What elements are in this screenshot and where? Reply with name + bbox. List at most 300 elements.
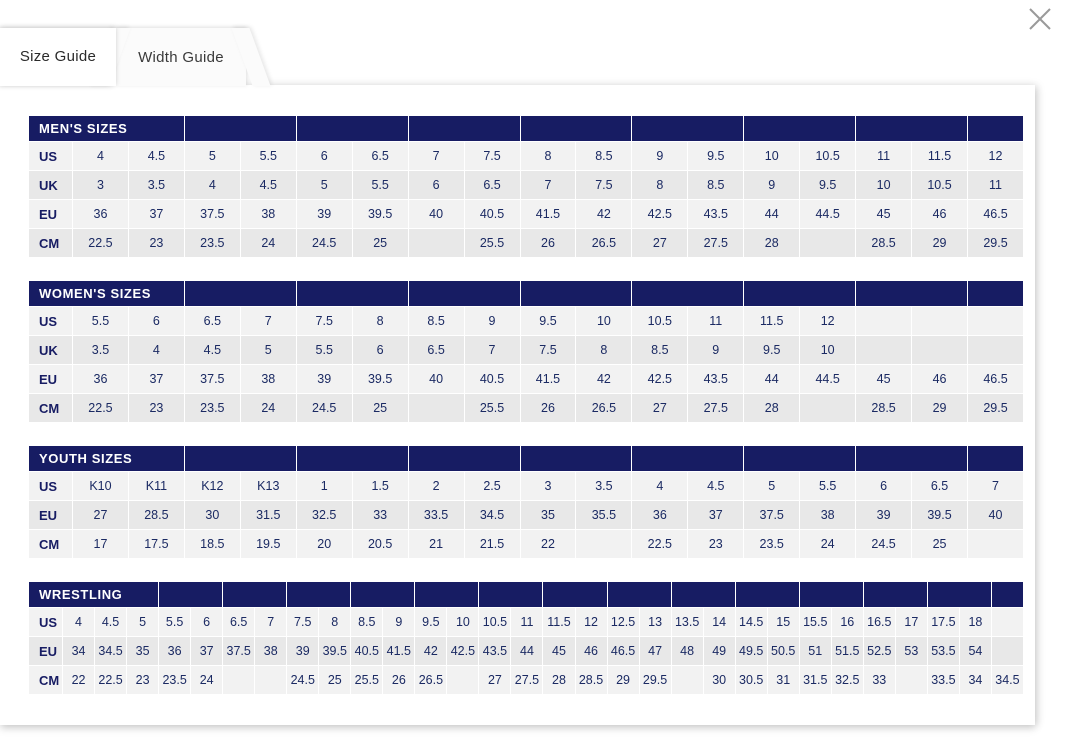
size-cell: 37.5: [184, 365, 240, 394]
size-cell: [223, 666, 255, 695]
size-tables: [28, 115, 1020, 695]
size-cell: 37.5: [223, 637, 255, 666]
table-header-cell: [184, 281, 296, 307]
size-cell: [576, 530, 632, 559]
size-cell: 31.5: [799, 666, 831, 695]
size-cell: 10.5: [479, 608, 511, 637]
size-cell: 27: [73, 501, 129, 530]
table-header-cell: [968, 281, 1024, 307]
size-cell: 24: [240, 229, 296, 258]
table-header-cell: [856, 116, 968, 142]
size-cell: 11: [856, 142, 912, 171]
table-header-cell: [296, 281, 408, 307]
size-cell: 13.5: [671, 608, 703, 637]
table-title: WRESTLING: [29, 582, 159, 608]
size-cell: 10: [856, 171, 912, 200]
size-cell: 21.5: [464, 530, 520, 559]
size-cell: [800, 229, 856, 258]
tab-size-guide-label: Size Guide: [19, 48, 97, 65]
size-cell: 3.5: [576, 472, 632, 501]
table-header-cell: [287, 582, 351, 608]
size-cell: 28: [744, 394, 800, 423]
size-cell: 5.5: [73, 307, 129, 336]
size-cell: 8.5: [408, 307, 464, 336]
size-cell: 43.5: [688, 200, 744, 229]
size-cell: 32.5: [296, 501, 352, 530]
size-cell: 9.5: [520, 307, 576, 336]
size-cell: 47: [639, 637, 671, 666]
size-cell: 10: [800, 336, 856, 365]
row-label: US: [29, 307, 73, 336]
size-cell: 40.5: [351, 637, 383, 666]
table-header-cell: [856, 281, 968, 307]
size-cell: 30.5: [735, 666, 767, 695]
size-cell: [800, 394, 856, 423]
size-cell: 6.5: [912, 472, 968, 501]
size-cell: 4: [632, 472, 688, 501]
size-cell: 9: [688, 336, 744, 365]
size-cell: 25: [352, 229, 408, 258]
size-cell: [968, 336, 1024, 365]
table-header-row: [29, 446, 1024, 472]
size-cell: 23: [128, 394, 184, 423]
row-label: CM: [29, 530, 73, 559]
size-cell: 32.5: [831, 666, 863, 695]
row-label: US: [29, 142, 73, 171]
table-header-cell: [296, 116, 408, 142]
size-cell: 38: [240, 200, 296, 229]
size-cell: 7: [464, 336, 520, 365]
size-cell: 25: [352, 394, 408, 423]
size-cell: 36: [632, 501, 688, 530]
size-cell: 11.5: [744, 307, 800, 336]
size-cell: 7.5: [287, 608, 319, 637]
size-cell: 39: [287, 637, 319, 666]
row-label: EU: [29, 200, 73, 229]
size-cell: 28.5: [128, 501, 184, 530]
size-cell: 45: [856, 200, 912, 229]
size-cell: K10: [73, 472, 129, 501]
size-cell: 22.5: [73, 229, 129, 258]
size-cell: 22: [63, 666, 95, 695]
size-cell: 42: [576, 200, 632, 229]
size-cell: 7.5: [576, 171, 632, 200]
size-cell: 5.5: [800, 472, 856, 501]
size-cell: 23.5: [159, 666, 191, 695]
size-cell: K13: [240, 472, 296, 501]
row-label: US: [29, 472, 73, 501]
size-cell: 1.5: [352, 472, 408, 501]
size-cell: 1: [296, 472, 352, 501]
size-cell: 9.5: [800, 171, 856, 200]
size-cell: 6: [856, 472, 912, 501]
size-cell: 3.5: [128, 171, 184, 200]
size-cell: 33: [352, 501, 408, 530]
row-label: UK: [29, 171, 73, 200]
size-cell: 30: [703, 666, 735, 695]
size-cell: 26: [383, 666, 415, 695]
size-cell: 28: [543, 666, 575, 695]
table-row: [29, 666, 1024, 695]
size-cell: 20.5: [352, 530, 408, 559]
size-cell: 5: [184, 142, 240, 171]
size-cell: 46.5: [607, 637, 639, 666]
size-cell: 40.5: [464, 365, 520, 394]
size-cell: 49.5: [735, 637, 767, 666]
size-cell: 2.5: [464, 472, 520, 501]
size-cell: 28.5: [856, 394, 912, 423]
size-cell: 8: [576, 336, 632, 365]
table-header-cell: [744, 116, 856, 142]
size-cell: 34: [959, 666, 991, 695]
table-header-cell: [520, 116, 632, 142]
size-table: [28, 581, 1024, 695]
size-cell: 37: [128, 200, 184, 229]
table-header-cell: [671, 582, 735, 608]
size-cell: 19.5: [240, 530, 296, 559]
size-cell: [856, 336, 912, 365]
size-cell: 15.5: [799, 608, 831, 637]
size-cell: 15: [767, 608, 799, 637]
size-cell: 8: [632, 171, 688, 200]
table-title: YOUTH SIZES: [29, 446, 185, 472]
size-cell: 38: [240, 365, 296, 394]
size-guide-panel: [0, 85, 1035, 725]
size-cell: 17: [895, 608, 927, 637]
size-cell: 44.5: [800, 365, 856, 394]
size-cell: 17.5: [927, 608, 959, 637]
size-cell: 42.5: [447, 637, 479, 666]
table-header-cell: [856, 446, 968, 472]
size-cell: 11: [511, 608, 543, 637]
size-cell: [968, 307, 1024, 336]
table-row: [29, 530, 1024, 559]
table-header-cell: [607, 582, 671, 608]
size-cell: 2: [408, 472, 464, 501]
table-header-cell: [184, 446, 296, 472]
size-cell: 12: [800, 307, 856, 336]
size-cell: 12.5: [607, 608, 639, 637]
tab-size-guide[interactable]: [0, 28, 116, 86]
size-cell: 33.5: [408, 501, 464, 530]
size-cell: 39: [296, 365, 352, 394]
size-cell: 37.5: [744, 501, 800, 530]
size-cell: 44.5: [800, 200, 856, 229]
size-cell: 4.5: [688, 472, 744, 501]
size-cell: 34.5: [464, 501, 520, 530]
table-header-cell: [927, 582, 991, 608]
size-cell: 3: [520, 472, 576, 501]
size-cell: 12: [575, 608, 607, 637]
size-cell: 45: [543, 637, 575, 666]
table-row: [29, 336, 1024, 365]
row-label: EU: [29, 365, 73, 394]
size-cell: 14.5: [735, 608, 767, 637]
size-cell: 50.5: [767, 637, 799, 666]
size-cell: 29.5: [639, 666, 671, 695]
size-cell: 6: [352, 336, 408, 365]
row-label: CM: [29, 229, 73, 258]
size-table: [28, 280, 1024, 423]
size-cell: 11: [968, 171, 1024, 200]
table-header-cell: [520, 281, 632, 307]
tab-bar: [0, 28, 1035, 86]
size-cell: 36: [73, 200, 129, 229]
table-header-cell: [968, 446, 1024, 472]
size-cell: 37: [688, 501, 744, 530]
size-cell: 46.5: [968, 365, 1024, 394]
size-cell: 40.5: [464, 200, 520, 229]
size-cell: 34: [63, 637, 95, 666]
size-cell: 3: [73, 171, 129, 200]
size-cell: 53.5: [927, 637, 959, 666]
table-header-cell: [159, 582, 223, 608]
size-cell: 43.5: [479, 637, 511, 666]
size-cell: [856, 307, 912, 336]
table-header-cell: [415, 582, 479, 608]
table-header-cell: [991, 582, 1023, 608]
size-cell: 44: [744, 200, 800, 229]
size-cell: [447, 666, 479, 695]
size-cell: 46: [912, 200, 968, 229]
size-cell: 20: [296, 530, 352, 559]
table-header-cell: [543, 582, 607, 608]
size-cell: 39.5: [912, 501, 968, 530]
size-cell: 8.5: [351, 608, 383, 637]
size-cell: 12: [968, 142, 1024, 171]
table-row: [29, 637, 1024, 666]
size-cell: 9: [383, 608, 415, 637]
size-cell: 8: [520, 142, 576, 171]
table-header-cell: [184, 116, 296, 142]
size-cell: 34.5: [95, 637, 127, 666]
tab-width-guide[interactable]: [116, 28, 246, 86]
size-cell: 22.5: [95, 666, 127, 695]
size-cell: 27.5: [688, 229, 744, 258]
table-row: [29, 394, 1024, 423]
size-cell: 16: [831, 608, 863, 637]
size-cell: 24.5: [296, 229, 352, 258]
size-cell: 37: [191, 637, 223, 666]
table-header-cell: [632, 116, 744, 142]
size-cell: 41.5: [520, 200, 576, 229]
size-cell: 25: [912, 530, 968, 559]
table-title: WOMEN'S SIZES: [29, 281, 185, 307]
size-cell: 31.5: [240, 501, 296, 530]
size-cell: [255, 666, 287, 695]
size-cell: 23: [128, 229, 184, 258]
row-label: EU: [29, 637, 63, 666]
size-cell: 4.5: [184, 336, 240, 365]
size-cell: 25: [319, 666, 351, 695]
size-cell: 41.5: [520, 365, 576, 394]
size-cell: 7: [968, 472, 1024, 501]
size-cell: 41.5: [383, 637, 415, 666]
row-label: CM: [29, 666, 63, 695]
size-cell: 6: [191, 608, 223, 637]
size-cell: K12: [184, 472, 240, 501]
size-cell: 42: [415, 637, 447, 666]
table-header-row: [29, 281, 1024, 307]
table-header-cell: [520, 446, 632, 472]
size-cell: 18.5: [184, 530, 240, 559]
table-header-cell: [863, 582, 927, 608]
size-cell: 24.5: [287, 666, 319, 695]
row-label: US: [29, 608, 63, 637]
size-cell: 28.5: [575, 666, 607, 695]
size-cell: 24: [191, 666, 223, 695]
row-label: UK: [29, 336, 73, 365]
size-cell: 35: [127, 637, 159, 666]
size-table: [28, 115, 1024, 258]
size-cell: 33: [863, 666, 895, 695]
size-cell: 4: [128, 336, 184, 365]
size-cell: K11: [128, 472, 184, 501]
size-cell: 42: [576, 365, 632, 394]
size-cell: 11: [688, 307, 744, 336]
size-cell: 25.5: [351, 666, 383, 695]
size-cell: 31: [767, 666, 799, 695]
size-cell: 5: [296, 171, 352, 200]
row-label: CM: [29, 394, 73, 423]
size-cell: 23: [688, 530, 744, 559]
size-cell: 27.5: [688, 394, 744, 423]
table-header-cell: [296, 446, 408, 472]
size-cell: 17: [73, 530, 129, 559]
size-cell: 6.5: [352, 142, 408, 171]
size-table: [28, 445, 1024, 559]
size-cell: 8: [352, 307, 408, 336]
table-header-row: [29, 582, 1024, 608]
size-cell: 9: [632, 142, 688, 171]
size-cell: 6: [296, 142, 352, 171]
size-cell: 9: [744, 171, 800, 200]
size-cell: 8.5: [576, 142, 632, 171]
size-cell: 46.5: [968, 200, 1024, 229]
size-cell: 7.5: [520, 336, 576, 365]
size-cell: [895, 666, 927, 695]
size-cell: 4: [63, 608, 95, 637]
size-cell: 9.5: [415, 608, 447, 637]
size-cell: 5.5: [296, 336, 352, 365]
table-header-cell: [632, 446, 744, 472]
size-cell: 5: [127, 608, 159, 637]
size-cell: 10.5: [912, 171, 968, 200]
size-cell: 26: [520, 229, 576, 258]
table-row: [29, 200, 1024, 229]
size-cell: 51: [799, 637, 831, 666]
size-cell: 27: [632, 229, 688, 258]
size-cell: 39: [296, 200, 352, 229]
size-cell: 24: [240, 394, 296, 423]
size-cell: 46: [912, 365, 968, 394]
size-cell: 39.5: [319, 637, 351, 666]
table-row: [29, 365, 1024, 394]
size-cell: [408, 394, 464, 423]
size-cell: 4.5: [95, 608, 127, 637]
size-cell: [991, 637, 1023, 666]
size-cell: 36: [159, 637, 191, 666]
table-row: [29, 608, 1024, 637]
size-cell: 23: [127, 666, 159, 695]
size-cell: 9: [464, 307, 520, 336]
table-title: MEN'S SIZES: [29, 116, 185, 142]
size-cell: 51.5: [831, 637, 863, 666]
size-cell: 36: [73, 365, 129, 394]
size-cell: 7.5: [296, 307, 352, 336]
size-cell: 5: [240, 336, 296, 365]
size-cell: 22: [520, 530, 576, 559]
table-header-cell: [968, 116, 1024, 142]
size-cell: 40: [408, 200, 464, 229]
table-row: [29, 501, 1024, 530]
size-cell: 29.5: [968, 229, 1024, 258]
size-cell: 42.5: [632, 365, 688, 394]
size-cell: 26.5: [576, 394, 632, 423]
size-cell: 27: [479, 666, 511, 695]
size-cell: 52.5: [863, 637, 895, 666]
size-cell: 22.5: [73, 394, 129, 423]
size-cell: 29: [912, 394, 968, 423]
size-cell: 27: [632, 394, 688, 423]
size-cell: 28: [744, 229, 800, 258]
table-header-row: [29, 116, 1024, 142]
size-cell: 7: [255, 608, 287, 637]
size-cell: 9.5: [688, 142, 744, 171]
size-cell: 18: [959, 608, 991, 637]
size-cell: 24.5: [856, 530, 912, 559]
size-cell: 4: [73, 142, 129, 171]
size-cell: 37.5: [184, 200, 240, 229]
size-cell: 30: [184, 501, 240, 530]
table-header-cell: [632, 281, 744, 307]
size-cell: 10: [576, 307, 632, 336]
size-cell: 38: [255, 637, 287, 666]
size-cell: 53: [895, 637, 927, 666]
size-cell: 37: [128, 365, 184, 394]
table-header-cell: [351, 582, 415, 608]
size-cell: 35.5: [576, 501, 632, 530]
size-cell: 44: [744, 365, 800, 394]
table-header-cell: [479, 582, 543, 608]
size-cell: 21: [408, 530, 464, 559]
size-cell: 40: [408, 365, 464, 394]
table-header-cell: [744, 446, 856, 472]
size-cell: 6.5: [464, 171, 520, 200]
table-header-cell: [408, 446, 520, 472]
size-cell: 29.5: [968, 394, 1024, 423]
size-cell: 17.5: [128, 530, 184, 559]
size-cell: 10: [744, 142, 800, 171]
size-cell: 8.5: [688, 171, 744, 200]
size-cell: 28.5: [856, 229, 912, 258]
size-cell: 39: [856, 501, 912, 530]
size-cell: 5: [744, 472, 800, 501]
size-cell: [671, 666, 703, 695]
table-row: [29, 307, 1024, 336]
size-cell: 6.5: [408, 336, 464, 365]
size-cell: 39.5: [352, 200, 408, 229]
size-cell: 6.5: [184, 307, 240, 336]
size-cell: 7: [408, 142, 464, 171]
table-header-cell: [735, 582, 799, 608]
size-cell: 10: [447, 608, 479, 637]
size-cell: 48: [671, 637, 703, 666]
size-cell: 7.5: [464, 142, 520, 171]
size-cell: 7: [240, 307, 296, 336]
size-cell: 42.5: [632, 200, 688, 229]
size-cell: 11.5: [912, 142, 968, 171]
